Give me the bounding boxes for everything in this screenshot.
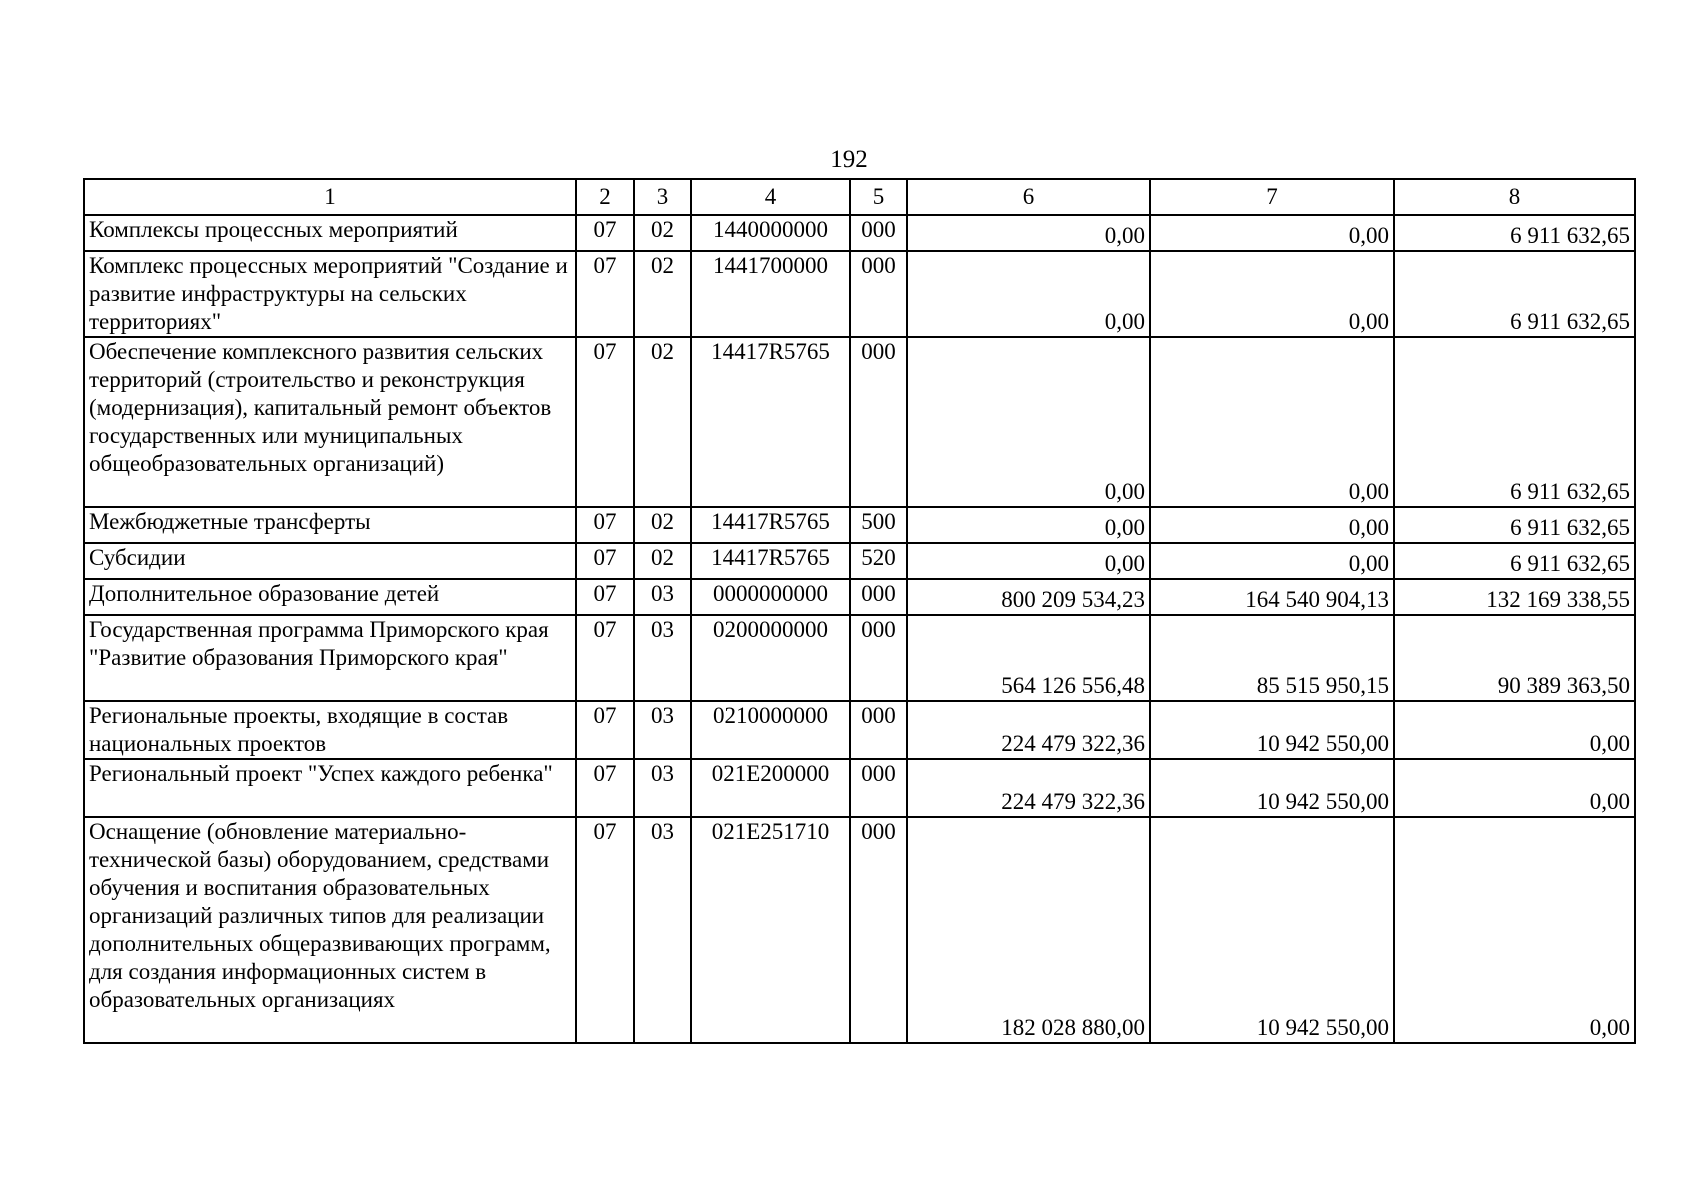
column-header: 6 [907, 179, 1150, 215]
subsection-code: 03 [634, 579, 691, 615]
row-name: Оснащение (обновление материально-технической базы) оборудованием, средствами обучения и воспитания образовательных организаций различных типов для реализации дополнительных общеразвивающих программ, для создания информационных систем в образовательных организациях [84, 817, 576, 1043]
page-number: 192 [830, 146, 868, 173]
amount-col-6: 224 479 322,36 [907, 759, 1150, 817]
target-code: 1440000000 [691, 215, 850, 251]
column-header: 4 [691, 179, 850, 215]
section-code: 07 [576, 215, 634, 251]
table-row [84, 215, 1635, 251]
table-row [84, 615, 1635, 701]
table-row [84, 817, 1635, 1043]
amount-col-6: 0,00 [907, 507, 1150, 543]
amount-col-8: 0,00 [1394, 759, 1635, 817]
column-header: 1 [84, 179, 576, 215]
subsection-code: 02 [634, 215, 691, 251]
expense-type-code: 000 [850, 615, 907, 701]
table-row [84, 507, 1635, 543]
amount-col-7: 10 942 550,00 [1150, 817, 1394, 1043]
amount-col-8: 132 169 338,55 [1394, 579, 1635, 615]
target-code: 14417R5765 [691, 507, 850, 543]
row-name: Субсидии [84, 543, 576, 579]
target-code: 14417R5765 [691, 543, 850, 579]
expense-type-code: 000 [850, 759, 907, 817]
amount-col-6: 800 209 534,23 [907, 579, 1150, 615]
subsection-code: 03 [634, 817, 691, 1043]
amount-col-7: 0,00 [1150, 337, 1394, 507]
column-header: 8 [1394, 179, 1635, 215]
target-code: 1441700000 [691, 251, 850, 337]
section-code: 07 [576, 507, 634, 543]
section-code: 07 [576, 337, 634, 507]
table-row [84, 337, 1635, 507]
table-row [84, 543, 1635, 579]
subsection-code: 02 [634, 507, 691, 543]
expense-type-code: 000 [850, 701, 907, 759]
amount-col-8: 6 911 632,65 [1394, 543, 1635, 579]
row-name: Региональный проект "Успех каждого ребенка" [84, 759, 576, 817]
amount-col-7: 85 515 950,15 [1150, 615, 1394, 701]
amount-col-7: 164 540 904,13 [1150, 579, 1394, 615]
amount-col-6: 564 126 556,48 [907, 615, 1150, 701]
amount-col-6: 0,00 [907, 215, 1150, 251]
subsection-code: 02 [634, 251, 691, 337]
target-code: 0000000000 [691, 579, 850, 615]
section-code: 07 [576, 701, 634, 759]
section-code: 07 [576, 817, 634, 1043]
expense-type-code: 000 [850, 579, 907, 615]
target-code: 021E251710 [691, 817, 850, 1043]
table-header-row [84, 179, 1635, 215]
amount-col-8: 6 911 632,65 [1394, 507, 1635, 543]
table-row [84, 759, 1635, 817]
budget-table [83, 178, 1636, 1044]
table-row [84, 251, 1635, 337]
amount-col-8: 6 911 632,65 [1394, 215, 1635, 251]
target-code: 14417R5765 [691, 337, 850, 507]
row-name: Региональные проекты, входящие в состав национальных проектов [84, 701, 576, 759]
table-row [84, 579, 1635, 615]
expense-type-code: 520 [850, 543, 907, 579]
row-name: Государственная программа Приморского края "Развитие образования Приморского края" [84, 615, 576, 701]
expense-type-code: 000 [850, 215, 907, 251]
amount-col-8: 6 911 632,65 [1394, 337, 1635, 507]
amount-col-8: 0,00 [1394, 817, 1635, 1043]
subsection-code: 03 [634, 615, 691, 701]
amount-col-7: 10 942 550,00 [1150, 759, 1394, 817]
section-code: 07 [576, 759, 634, 817]
amount-col-6: 0,00 [907, 337, 1150, 507]
row-name: Обеспечение комплексного развития сельских территорий (строительство и реконструкция (модернизация), капитальный ремонт объектов государственных или муниципальных общеобразовательных организаций) [84, 337, 576, 507]
section-code: 07 [576, 579, 634, 615]
amount-col-7: 10 942 550,00 [1150, 701, 1394, 759]
expense-type-code: 500 [850, 507, 907, 543]
column-header: 3 [634, 179, 691, 215]
row-name: Комплекс процессных мероприятий "Создание и развитие инфраструктуры на сельских территориях" [84, 251, 576, 337]
section-code: 07 [576, 251, 634, 337]
section-code: 07 [576, 543, 634, 579]
amount-col-7: 0,00 [1150, 251, 1394, 337]
column-header: 2 [576, 179, 634, 215]
table-row [84, 701, 1635, 759]
target-code: 021E200000 [691, 759, 850, 817]
amount-col-8: 0,00 [1394, 701, 1635, 759]
amount-col-8: 90 389 363,50 [1394, 615, 1635, 701]
subsection-code: 02 [634, 543, 691, 579]
amount-col-6: 0,00 [907, 251, 1150, 337]
row-name: Межбюджетные трансферты [84, 507, 576, 543]
expense-type-code: 000 [850, 817, 907, 1043]
expense-type-code: 000 [850, 251, 907, 337]
target-code: 0200000000 [691, 615, 850, 701]
row-name: Комплексы процессных мероприятий [84, 215, 576, 251]
column-header: 5 [850, 179, 907, 215]
expense-type-code: 000 [850, 337, 907, 507]
row-name: Дополнительное образование детей [84, 579, 576, 615]
amount-col-8: 6 911 632,65 [1394, 251, 1635, 337]
amount-col-6: 182 028 880,00 [907, 817, 1150, 1043]
subsection-code: 02 [634, 337, 691, 507]
amount-col-6: 224 479 322,36 [907, 701, 1150, 759]
amount-col-7: 0,00 [1150, 507, 1394, 543]
amount-col-6: 0,00 [907, 543, 1150, 579]
target-code: 0210000000 [691, 701, 850, 759]
amount-col-7: 0,00 [1150, 543, 1394, 579]
section-code: 07 [576, 615, 634, 701]
subsection-code: 03 [634, 759, 691, 817]
column-header: 7 [1150, 179, 1394, 215]
subsection-code: 03 [634, 701, 691, 759]
amount-col-7: 0,00 [1150, 215, 1394, 251]
